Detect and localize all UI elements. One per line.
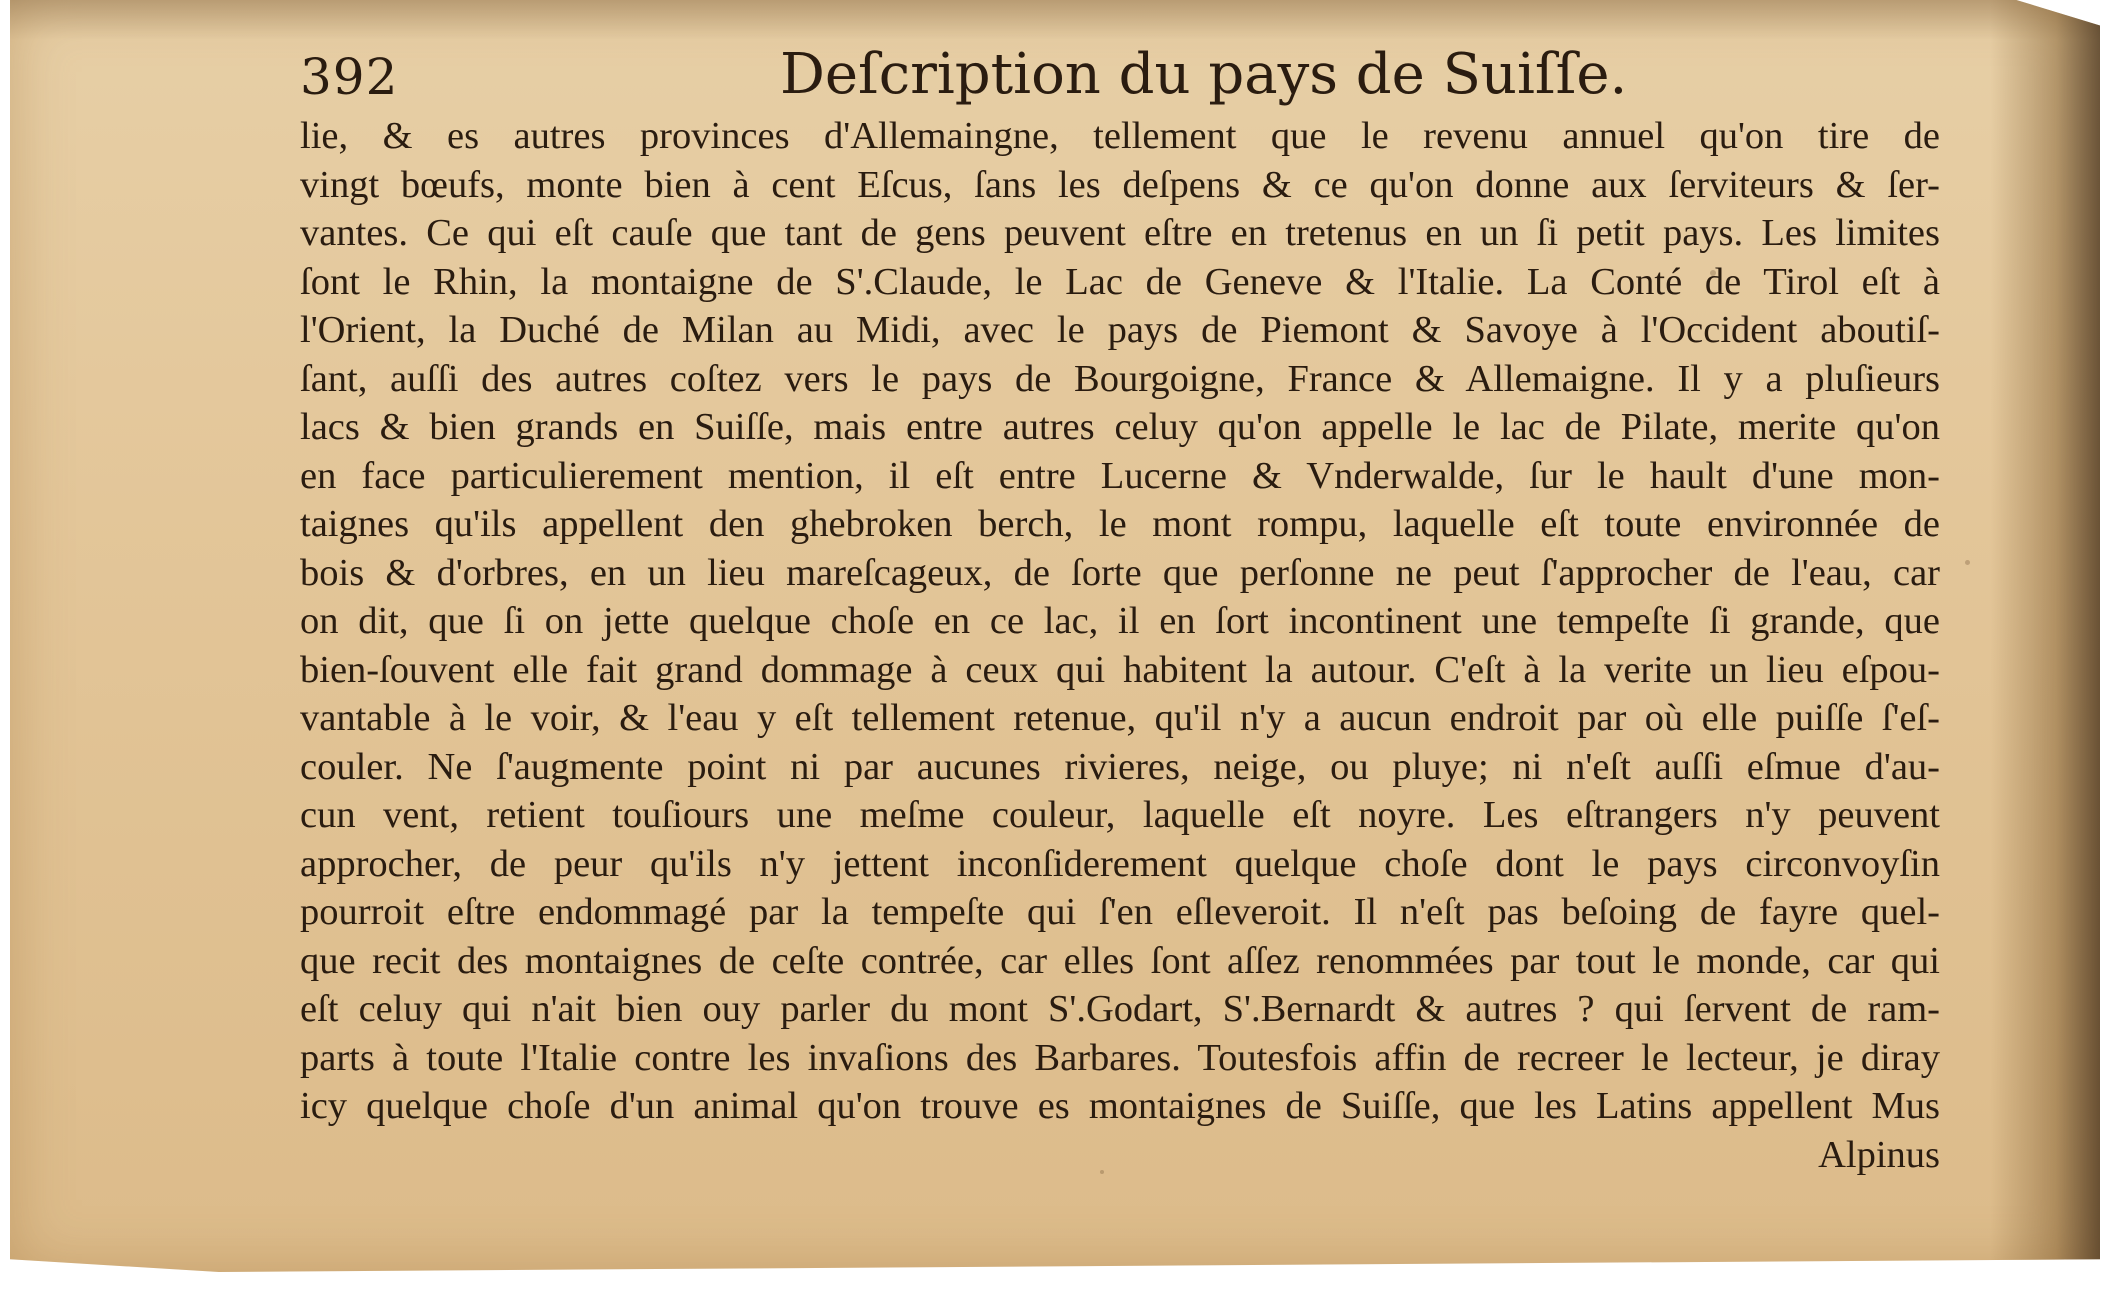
text-line: que recit des montaignes de ceſte contrée, car elles ſont aſſez renommées par tout le monde, car qui	[300, 939, 1940, 982]
spine-shadow	[1990, 0, 2100, 1272]
text-line: taignes qu'ils appellent den ghebroken berch, le mont rompu, laquelle eſt toute environnée de	[300, 503, 1940, 545]
page-header	[300, 38, 1940, 118]
text-line: bois & d'orbres, en un lieu mareſcageux, de ſorte que perſonne ne peut ſ'approcher de l'eau, car	[300, 551, 1940, 594]
text-line: ſont le Rhin, la montaigne de S'.Claude, le Lac de Geneve & l'Italie. La Conté de Tirol eſt à	[300, 260, 1940, 303]
text-line: couler. Ne ſ'augmente point ni par aucunes rivieres, neige, ou pluye; ni n'eſt auſſi eſmue d'au-	[300, 745, 1940, 788]
body-text	[300, 112, 1940, 1179]
text-line: bien-ſouvent elle fait grand dommage à ceux qui habitent la autour. C'eſt à la verite un lieu eſpou-	[300, 648, 1940, 691]
text-line: cun vent, retient touſiours une meſme couleur, laquelle eſt noyre. Les eſtrangers n'y peuvent	[300, 794, 1940, 836]
page-number: 392	[300, 48, 399, 106]
text-line: l'Orient, la Duché de Milan au Midi, avec le pays de Piemont & Savoye à l'Occident aboutiſ-	[300, 309, 1940, 351]
text-line: pourroit eſtre endommagé par la tempeſte qui ſ'en eſleveroit. Il n'eſt pas beſoing de fayre quel-	[300, 891, 1940, 933]
text-line: vingt bœufs, monte bien à cent Eſcus, ſans les deſpens & ce qu'on donne aux ſerviteurs & ſer-	[300, 163, 1940, 206]
text-line: parts à toute l'Italie contre les invaſions des Barbares. Toutesfois affin de recreer le lecteur, je diray	[300, 1036, 1940, 1079]
text-line: lie, & es autres provinces d'Allemaingne, tellement que le revenu annuel qu'on tire de	[300, 115, 1940, 157]
text-line: vantable à le voir, & l'eau y eſt tellement retenue, qu'il n'y a aucun endroit par où elle puiſſe ſ'eſ-	[300, 697, 1940, 739]
text-line: en face particulierement mention, il eſt entre Lucerne & Vnderwalde, ſur le hault d'une mon-	[300, 454, 1940, 497]
top-edge-shadow	[10, 0, 2100, 40]
running-title: Deſcription du pays de Suiſſe.	[780, 42, 1628, 107]
text-line: lacs & bien grands en Suiſſe, mais entre autres celuy qu'on appelle le lac de Pilate, merite qu'on	[300, 406, 1940, 448]
text-line: ſant, auſſi des autres coſtez vers le pays de Bourgoigne, France & Allemaigne. Il y a pluſieurs	[300, 357, 1940, 400]
text-line: on dit, que ſi on jette quelque choſe en ce lac, il en ſort incontinent une tempeſte ſi grande, que	[300, 600, 1940, 642]
catchword: Alpinus	[1818, 1133, 1940, 1176]
text-line: approcher, de peur qu'ils n'y jettent inconſiderement quelque choſe dont le pays circonvoyſin	[300, 842, 1940, 885]
text-line: eſt celuy qui n'ait bien ouy parler du mont S'.Godart, S'.Bernardt & autres ? qui ſervent de ram-	[300, 988, 1940, 1030]
ink-spot	[1965, 560, 1970, 565]
text-line: vantes. Ce qui eſt cauſe que tant de gens peuvent eſtre en tretenus en un ſi petit pays. Les limites	[300, 212, 1940, 254]
text-line: icy quelque choſe d'un animal qu'on trouve es montaignes de Suiſſe, que les Latins appellent Mus	[300, 1085, 1940, 1127]
